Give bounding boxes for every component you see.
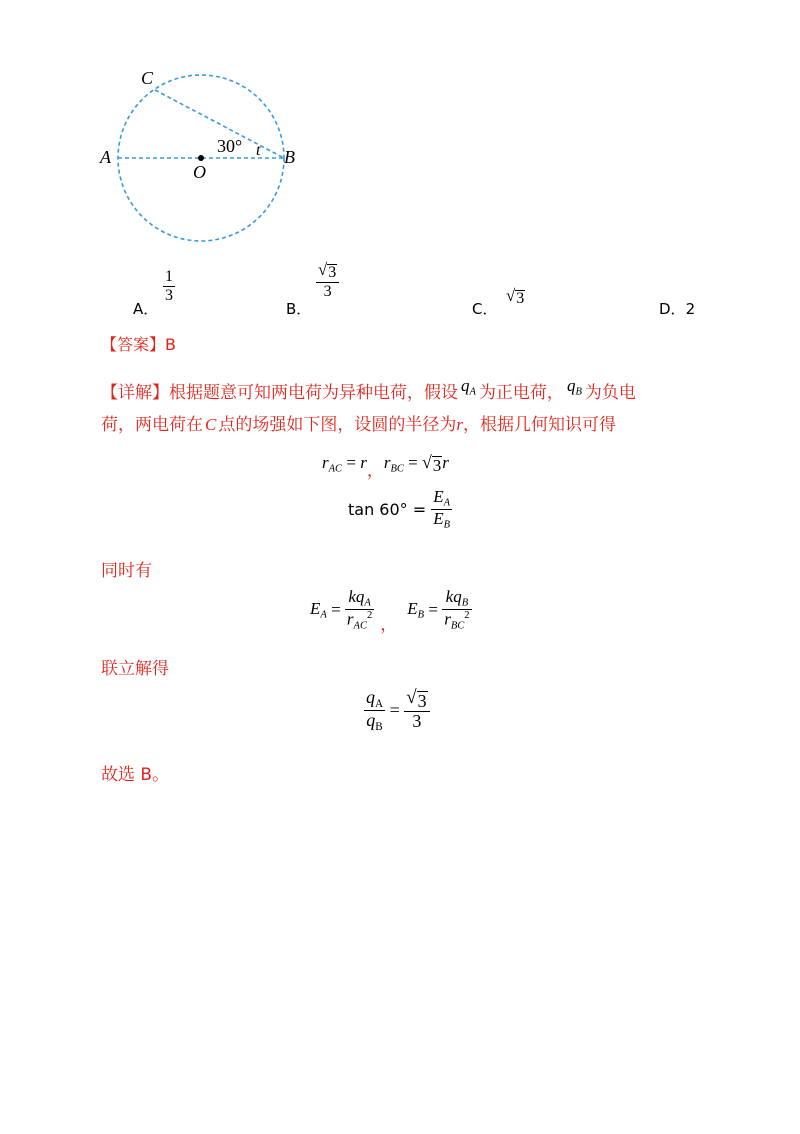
option-c-label: C． (472, 300, 498, 318)
sqrt-symbol: √ (406, 687, 417, 709)
q-sub-a: A (469, 386, 476, 398)
r-value: r (360, 453, 367, 472)
equals: = (326, 600, 345, 620)
sub-ac: AC (353, 620, 368, 632)
sqrt-3 (422, 454, 442, 475)
q-a (461, 376, 476, 398)
detail-text-1b: 为正电荷， (478, 383, 564, 403)
sub-ac: AC (328, 463, 343, 475)
k-symbol: k (348, 587, 356, 606)
conclusion: 故选 B。 (101, 765, 170, 785)
sub-a: A (364, 597, 371, 609)
text-simultaneous: 同时有 (101, 561, 152, 581)
sqrt-symbol: √ (422, 452, 432, 472)
ea (431, 488, 452, 509)
sqrt-symbol: √ (506, 286, 516, 305)
eb (407, 599, 424, 621)
q-symbol: q (566, 376, 576, 395)
option-d-value: 2 (685, 300, 696, 318)
label-b: B (284, 147, 295, 167)
e-symbol: E (407, 599, 418, 619)
r-bc (383, 453, 404, 475)
sub-b: B (375, 721, 383, 734)
detail-text-1c: 为负电 (584, 383, 636, 403)
equation-tan (348, 488, 452, 532)
sub-b: B (461, 597, 469, 609)
detail-text-1a: 根据题意可知两电荷为异种电荷，假设 (169, 383, 458, 403)
q-symbol: q (355, 587, 365, 606)
detail-line-2 (101, 410, 616, 435)
option-a-fraction (163, 268, 175, 304)
tan-lhs: tan 60° = (348, 500, 432, 520)
kqb (444, 588, 470, 609)
r-symbol: r (444, 609, 451, 629)
option-b-label: B． (286, 300, 312, 318)
point-c: C (205, 415, 217, 434)
radicand: 3 (432, 456, 442, 475)
rbc-squared (442, 610, 471, 632)
r-symbol: r (322, 453, 329, 472)
option-b-denominator: 3 (323, 282, 332, 300)
detail-line-1 (101, 378, 636, 405)
kqa (346, 588, 372, 609)
label-a: A (100, 147, 111, 167)
sub-bc: BC (390, 463, 404, 475)
exponent: 2 (464, 610, 470, 622)
circle-diagram (95, 62, 315, 252)
option-a-numerator: 1 (165, 268, 173, 285)
q-symbol: q (453, 587, 462, 606)
radicand: 3 (417, 691, 427, 712)
option-a-denominator: 3 (165, 286, 173, 304)
radius-r: r (456, 415, 463, 434)
equals: = (385, 700, 405, 721)
ea-over-eb (431, 488, 452, 532)
q-sub-b: B (575, 386, 582, 398)
detail-text-2b: 点的场强如下图，设圆的半径为 (218, 415, 457, 435)
option-b-radicand: 3 (328, 264, 337, 281)
q-symbol: q (366, 710, 376, 731)
comma: ， (366, 461, 384, 480)
comma: ， (380, 614, 398, 635)
answer-value: B (165, 335, 176, 354)
k-symbol: k (445, 587, 454, 606)
sub-b: B (417, 609, 425, 621)
denominator: 3 (412, 711, 422, 732)
sub-b: B (443, 519, 451, 531)
detail-text-2d: ，根据几何知识可得 (462, 415, 616, 435)
qa-over-qb (364, 688, 385, 733)
eb (431, 510, 452, 531)
equation-field (310, 587, 472, 635)
option-c-sqrt (506, 288, 525, 308)
angle-label: 30° (217, 136, 243, 156)
sqrt-symbol: √ (318, 260, 328, 279)
option-d (659, 298, 695, 319)
e-symbol: E (433, 487, 444, 506)
r-symbol: r (383, 453, 391, 472)
exponent: 2 (367, 610, 373, 622)
q-b (566, 376, 582, 398)
option-c-radicand: 3 (516, 290, 525, 307)
r-ac (322, 453, 343, 475)
eb-fraction (442, 588, 471, 632)
detail-prefix: 【详解】 (101, 383, 169, 403)
ea (310, 599, 327, 621)
option-b-fraction (316, 262, 339, 300)
label-o: O (193, 162, 206, 182)
e-symbol: E (310, 599, 321, 619)
qb (364, 711, 384, 733)
equals: = (424, 600, 443, 620)
circle-figure (95, 62, 315, 252)
sub-a: A (320, 609, 327, 621)
equals: = (342, 453, 361, 472)
sub-a: A (443, 497, 451, 509)
angle-arc-label: t (256, 142, 261, 159)
r-symbol: r (346, 609, 354, 629)
label-c: C (141, 68, 154, 88)
e-symbol: E (433, 509, 444, 529)
ea-fraction (345, 588, 374, 632)
sub-a: A (375, 697, 384, 710)
option-b-numerator (316, 262, 339, 282)
option-d-label: D． (659, 300, 686, 318)
center-point (198, 155, 204, 161)
q-symbol: q (461, 376, 470, 395)
rac-squared (345, 610, 374, 632)
option-a-label: A． (133, 300, 159, 318)
answer-line (101, 332, 176, 355)
equals: = (403, 453, 422, 472)
qa (364, 688, 385, 710)
equation-radii (322, 448, 449, 480)
answer-prefix: 【答案】 (101, 335, 166, 354)
sqrt-3 (404, 689, 429, 711)
q-symbol: q (366, 687, 375, 707)
detail-text-2a: 荷，两电荷在 (101, 415, 203, 435)
text-combine: 联立解得 (101, 659, 169, 679)
sqrt3-over-3 (404, 689, 429, 732)
r-value-2: r (442, 453, 449, 472)
sub-bc: BC (450, 620, 465, 632)
equation-result (364, 688, 430, 733)
